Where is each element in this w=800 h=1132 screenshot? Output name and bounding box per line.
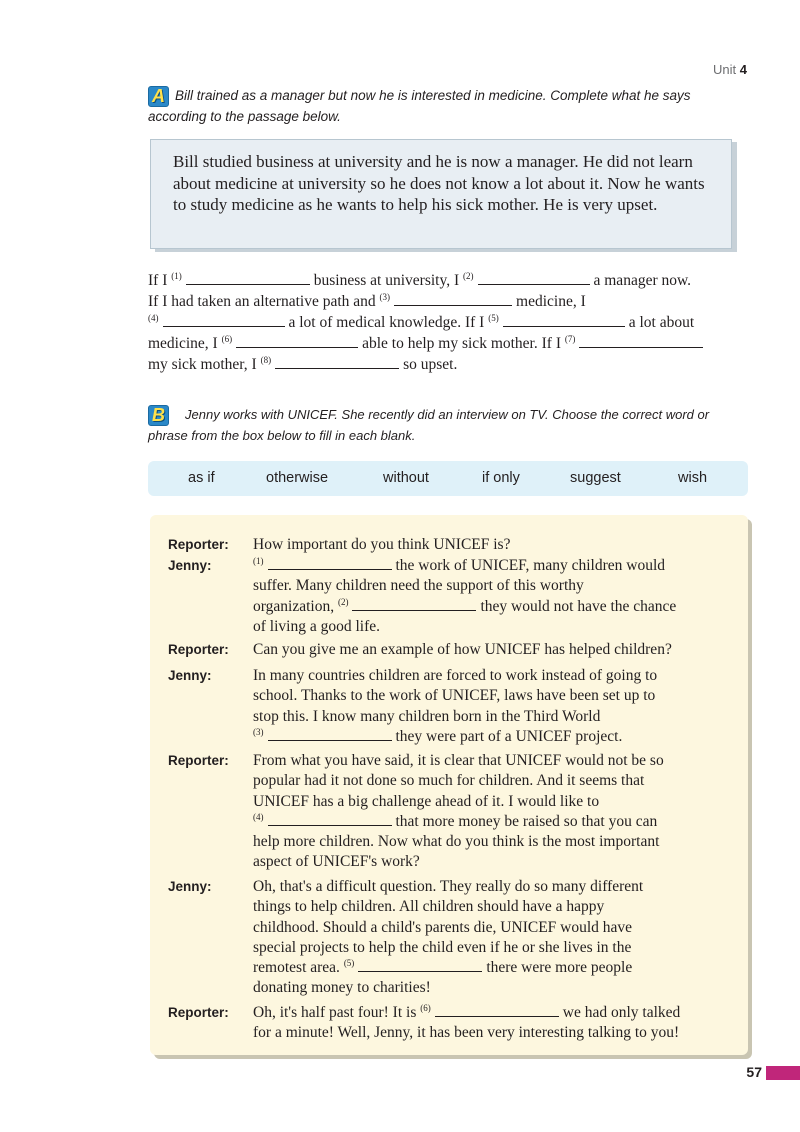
blank-a4[interactable] bbox=[163, 314, 285, 327]
word-as-if: as if bbox=[188, 470, 215, 486]
speaker-label: Reporter: bbox=[168, 537, 229, 552]
blank-b6[interactable] bbox=[435, 1004, 559, 1017]
speaker-label: Jenny: bbox=[168, 879, 212, 894]
blank-a3[interactable] bbox=[394, 293, 512, 306]
section-b-badge: B bbox=[148, 405, 169, 426]
section-b-instruction: B Jenny works with UNICEF. She recently did an interview on TV. Choose the correct word or phrase from the box below to fill in each blank. bbox=[148, 405, 710, 443]
fill-in-text: If I $^{(1)}$ business at university, I $^{(2)}$ a manager now. If I had taken an alternative path and $^{(3)}$ medicine, I $^{(4)}$ a lot of medical knowledge. If I $^{(5)}$ a lot about medicine, I $^{(6)}$ able to help my sick mother. If I $^{(7)}$ my sick mother, I $^{(8)}$ so upset. bbox=[148, 270, 758, 375]
speaker-label: Reporter: bbox=[168, 1005, 229, 1020]
speaker-label: Reporter: bbox=[168, 642, 229, 657]
word-without: without bbox=[383, 470, 429, 486]
speaker-label: Jenny: bbox=[168, 668, 212, 683]
blank-b1[interactable] bbox=[268, 557, 392, 570]
word-otherwise: otherwise bbox=[266, 470, 329, 486]
blank-a8[interactable] bbox=[275, 356, 399, 369]
blank-a5[interactable] bbox=[503, 314, 625, 327]
blank-a6[interactable] bbox=[236, 335, 358, 348]
blank-b5[interactable] bbox=[358, 959, 482, 972]
section-a-instruction: A Bill trained as a manager but now he is interested in medicine. Complete what he says according to the passage below. bbox=[148, 86, 691, 124]
passage-box: Bill studied business at university and he is now a manager. He did not learn about medicine at university so he does not know a lot about it. Now he wants to study medicine as he wants to help his sick mother. He is very upset. bbox=[150, 139, 732, 249]
interview-dialog: Reporter: How important do you think UNICEF is? Jenny: $^{(1)}$ the work of UNICEF, many children would suffer. Many children need the support of this worthy organization, $^{(2)}$ they would not have the chance of living a good life. Reporter: Can you give me an example of how UNICEF has helped children? Jenny: In many countries children are forced to work instead of going to school. Thanks to the work of UNICEF, laws have been set up to stop this. I know many children born in the Third World $^{(3)}$ they were part of a UNICEF project. Reporter: From what you have said, it is clear that UNICEF would not be so popular had it not done so much for children. And it seems that UNICEF has a big challenge ahead of it. I would like to $^{(4)}$ that more money be raised so that you can help more children. Now what do you think is the most important aspect of UNICEF's work? Jenny: Oh, that's a difficult question. They really do so many different things to help children. All children should have a happy childhood. Should a child's parents die, UNICEF would have special projects to help the child even if he or she lives in the remotest area. $^{(5)}$ there were more people donating money to charities! Reporter: Oh, it's half past four! It is $^{(6)}$ we had only talked for a minute! Well, Jenny, it has been very interesting talking to you! bbox=[150, 515, 748, 1055]
page-number: 57 bbox=[746, 1064, 762, 1080]
unit-number: 4 bbox=[739, 62, 747, 77]
speaker-label: Reporter: bbox=[168, 753, 229, 768]
blank-b4[interactable] bbox=[268, 813, 392, 826]
blank-a2[interactable] bbox=[478, 272, 590, 285]
blank-a1[interactable] bbox=[186, 272, 310, 285]
blank-b3[interactable] bbox=[268, 728, 392, 741]
speaker-label: Jenny: bbox=[168, 558, 212, 573]
blank-b2[interactable] bbox=[352, 598, 476, 611]
word-suggest: suggest bbox=[570, 470, 621, 486]
word-box bbox=[148, 461, 748, 496]
word-wish: wish bbox=[678, 470, 708, 486]
section-a-badge: A bbox=[148, 86, 169, 107]
blank-a7[interactable] bbox=[579, 335, 703, 348]
unit-label: Unit 4 bbox=[713, 62, 747, 77]
word-if-only: if only bbox=[482, 470, 520, 486]
page-tab-decoration bbox=[766, 1066, 800, 1080]
